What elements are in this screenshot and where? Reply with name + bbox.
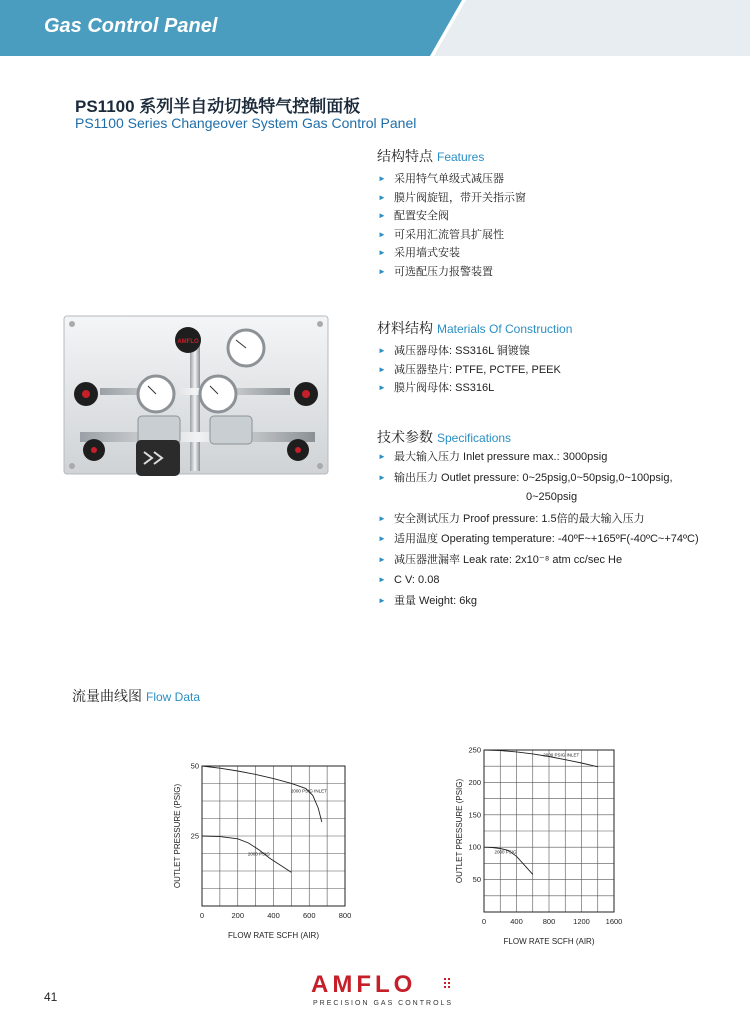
list-item: ► 采用特气单级式减压器 xyxy=(378,170,526,189)
x-axis-label: FLOW RATE SCFH (AIR) xyxy=(503,937,595,946)
x-tick-label: 1600 xyxy=(605,917,623,926)
materials-heading-cn: 材料结构 xyxy=(377,320,433,336)
series-label: 2000 PSIG xyxy=(247,851,270,857)
x-tick-label: 200 xyxy=(231,911,245,920)
list-item: ► 减压器母体: SS316L 铜镀镍 xyxy=(378,342,561,361)
bullet-arrow-icon: ► xyxy=(378,229,386,239)
materials-heading-en: Materials Of Construction xyxy=(437,322,573,336)
materials-heading xyxy=(377,318,572,338)
specs-heading xyxy=(377,427,511,447)
product-photo xyxy=(60,308,332,478)
bullet-arrow-icon: ► xyxy=(378,575,386,584)
bullet-arrow-icon: ► xyxy=(378,383,386,392)
list-item: ► 减压器垫片: PTFE, PCTFE, PEEK xyxy=(378,361,561,380)
bullet-arrow-icon: ► xyxy=(378,364,386,374)
series-line xyxy=(202,836,291,872)
list-item: ► 适用温度 Operating temperature: -40ºF~+165ºF(-40ºC~+74ºC) xyxy=(378,529,699,550)
features-heading-cn: 结构特点 xyxy=(377,148,433,164)
series-line xyxy=(484,750,598,767)
product-title-en: PS1100 Series Changeover System Gas Control Panel xyxy=(75,115,417,131)
bullet-arrow-icon: ► xyxy=(378,192,386,202)
flow-heading-cn: 流量曲线图 xyxy=(72,688,142,704)
list-item: ► 配置安全阀 xyxy=(378,207,526,226)
x-tick-label: 800 xyxy=(338,911,352,920)
bullet-arrow-icon: ► xyxy=(378,248,386,257)
logo-tagline: PRECISION GAS CONTROLS xyxy=(313,1000,454,1007)
series-label: 2000 PSIG INLET xyxy=(290,788,327,794)
logo-brand: AMFLO xyxy=(311,971,417,998)
header-title: Gas Control Panel xyxy=(44,15,218,37)
bullet-arrow-icon: ► xyxy=(378,266,386,276)
list-item: ► 减压器泄漏率 Leak rate: 2x10⁻⁸ atm cc/sec He xyxy=(378,550,699,571)
list-item: ► C V: 0.08 xyxy=(378,570,699,591)
page-number: 41 xyxy=(44,990,58,1004)
bullet-arrow-icon: ► xyxy=(378,174,386,183)
specs-heading-en: Specifications xyxy=(437,431,512,445)
flow-heading xyxy=(72,686,200,706)
specs-list xyxy=(378,447,699,611)
y-tick-label: 100 xyxy=(468,842,481,852)
features-heading xyxy=(377,146,484,166)
flow-chart-1 xyxy=(160,752,360,948)
x-tick-label: 1200 xyxy=(573,917,590,926)
series-label: 2000 PSIG xyxy=(494,849,517,855)
bullet-arrow-icon: ► xyxy=(378,595,386,605)
y-tick-label: 150 xyxy=(468,810,481,820)
amflo-logo xyxy=(308,968,458,1008)
y-tick-label: 200 xyxy=(468,777,481,787)
list-item: ► 可采用汇流管具扩展性 xyxy=(378,226,526,245)
list-item: ► 可选配压力报警装置 xyxy=(378,263,526,282)
list-item: ► 安全测试压力 Proof pressure: 1.5倍的最大输入压力 xyxy=(378,509,699,530)
list-item: ► 膜片阀母体: SS316L xyxy=(378,379,561,398)
x-tick-label: 0 xyxy=(481,917,487,926)
y-tick-label: 50 xyxy=(472,875,481,885)
y-tick-label: 50 xyxy=(190,761,199,771)
x-axis-label: FLOW RATE SCFH (AIR) xyxy=(228,931,319,940)
bullet-arrow-icon: ► xyxy=(378,211,386,220)
knob-logo: AMFLO xyxy=(177,339,199,345)
bullet-arrow-icon: ► xyxy=(378,452,386,461)
bullet-arrow-icon: ► xyxy=(378,554,386,564)
flow-chart-2 xyxy=(440,736,630,948)
x-tick-label: 600 xyxy=(302,911,316,920)
list-item: ► 最大输入压力 Inlet pressure max.: 3000psig xyxy=(378,447,699,468)
product-title-cn: PS1100 系列半自动切换特气控制面板 xyxy=(75,97,361,116)
specs-heading-cn: 技术参数 xyxy=(377,429,433,445)
flow-heading-en: Flow Data xyxy=(146,690,201,704)
list-item: ► 采用墙式安装 xyxy=(378,244,526,263)
x-tick-label: 400 xyxy=(267,911,280,920)
y-tick-label: 25 xyxy=(190,831,199,841)
features-heading-en: Features xyxy=(437,150,485,164)
list-item: ► 输出压力 Outlet pressure: 0~25psig,0~50psig,0~100psig, 0~250psig xyxy=(378,468,699,509)
bullet-arrow-icon: ► xyxy=(378,513,386,523)
y-tick-label: 250 xyxy=(468,745,481,755)
features-list xyxy=(378,170,526,281)
y-axis-label: OUTLET PRESSURE (PSIG) xyxy=(455,778,464,884)
bullet-arrow-icon: ► xyxy=(378,534,386,543)
header-band xyxy=(0,0,750,56)
bullet-arrow-icon: ► xyxy=(378,472,386,482)
x-tick-label: 800 xyxy=(542,917,556,926)
y-axis-label: OUTLET PRESSURE (PSIG) xyxy=(173,783,182,889)
list-item: ► 重量 Weight: 6kg xyxy=(378,591,699,612)
materials-list xyxy=(378,342,561,398)
bullet-arrow-icon: ► xyxy=(378,346,386,355)
x-tick-label: 0 xyxy=(199,911,205,920)
x-tick-label: 400 xyxy=(510,917,523,926)
list-item: ► 膜片阀旋钮，带开关指示窗 xyxy=(378,189,526,208)
series-label: 2000 PSIG INLET xyxy=(543,752,580,758)
